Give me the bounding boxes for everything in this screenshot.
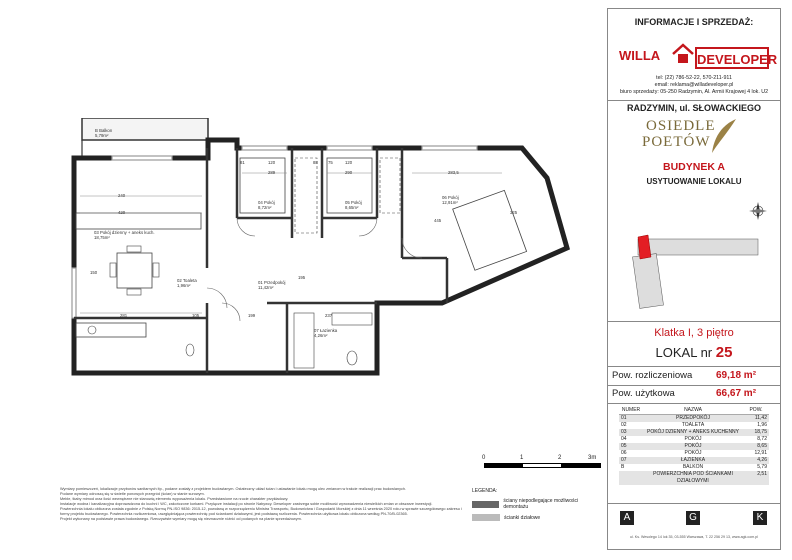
- dim-199: 199: [248, 313, 256, 318]
- table-row: POWIERZCHNIA POD ŚCIANKAMI DZIAŁOWYMI 2,51: [619, 471, 769, 485]
- stair-floor: Klatka I, 3 piętro: [654, 327, 734, 339]
- dim-445: 445: [434, 218, 442, 223]
- table-row: 04 POKÓJ 8,72: [621, 436, 767, 442]
- architect-address: ul. Ks. Wesolego 14 lok 35, 03-555 Warszawa, T. 22 256 29 13, www.agk.com.pl: [630, 535, 758, 539]
- building-label: BUDYNEK A: [662, 161, 726, 173]
- dim-283: 283,5: [448, 170, 459, 175]
- dim-290: 290: [345, 170, 353, 175]
- house-icon: [671, 42, 695, 66]
- dim-195: 195: [298, 275, 306, 280]
- dim-105: 105: [192, 313, 200, 318]
- room-label-07: 07 Łazienka 4,26m²: [314, 328, 338, 338]
- room-label-01: 01 Przedpokój 11,42m²: [258, 280, 286, 290]
- table-row: 03 POKÓJ DZIENNY + ANEKS KUCHENNY 18,75: [621, 429, 767, 435]
- estate-logo: OSIEDLE POETÓW: [608, 115, 780, 159]
- room-label-05: 05 Pokój 8,65m²: [345, 200, 362, 210]
- table-row: B BALKON 5,79: [621, 464, 767, 470]
- dim-120b: 120: [345, 160, 353, 165]
- dim-281: 281: [120, 313, 128, 318]
- dim-325: 325: [510, 210, 518, 215]
- interior-walls: [74, 148, 447, 373]
- location-label: USYTUOWANIE LOKALU: [646, 177, 742, 186]
- bed-room-06: [453, 190, 527, 270]
- info-panel: [607, 8, 781, 550]
- address: RADZYMIN, ul. SŁOWACKIEGO: [627, 103, 761, 113]
- room-label-living: 03 Pokój dzienny + aneks kuch. 18,75m²: [94, 230, 155, 240]
- table-row: 06 POKÓJ 12,91: [621, 450, 767, 456]
- legend-swatch-load-walls: [472, 501, 499, 508]
- dim-237: 237: [325, 313, 333, 318]
- site-location-map: [616, 189, 772, 319]
- dining-table: [117, 253, 152, 288]
- dim-75: 75: [328, 160, 333, 165]
- table-row: 01 PRZEDPOKÓJ 11,42: [621, 415, 767, 421]
- dim-81: 81: [240, 160, 245, 165]
- floor-plan: [62, 118, 582, 388]
- info-title: INFORMACJE I SPRZEDAŻ:: [634, 17, 754, 27]
- dim-289: 289: [268, 170, 276, 175]
- unit-location-marker: [638, 235, 651, 259]
- calc-area-row: Pow. rozliczeniowa 69,18 m²: [608, 366, 780, 386]
- usable-area-row: Pow. użytkowa 66,67 m²: [608, 385, 780, 404]
- room-label-04: 04 Pokój 8,72m²: [258, 200, 275, 210]
- contact-info: tel: (22) 786-52-22, 570-211-911 email: reklama@willadeveloper.pl biuro sprzedaży: 05-250 Radzymin, Al. Armii Krajowej 4 lok. U2: [619, 75, 769, 95]
- outer-wall: [74, 140, 567, 373]
- quill-icon: [708, 117, 738, 155]
- table-row: 07 ŁAZIENKA 4,26: [621, 457, 767, 463]
- room-label-02: 02 Toaleta 1,96m²: [177, 278, 197, 288]
- developer-logo: WILLA DEVELOPER: [619, 42, 769, 75]
- dim-88: 88: [313, 160, 318, 165]
- legend: LEGENDA: ściany niepodlegające możliwości demontażu ścianki działowe: [472, 488, 579, 521]
- dim-120a: 120: [268, 160, 276, 165]
- dim-420: 420: [118, 210, 126, 215]
- scale-bar: 0 1 2 3m: [484, 455, 599, 479]
- room-label-balcony: B Balkon 5,79m²: [95, 128, 113, 138]
- compass-icon: [749, 202, 767, 220]
- architect-logo: A G K: [608, 511, 780, 531]
- disclaimer-notes: Wymiary pomieszczeń, lokalizacje przyborów sanitarnych itp., podane zostały z projektem budowlanym. Ostateczny układ ścian i ustawianie lokalu mogą ulec zmianom w trakcie realizacji prac budowlanych. Podane wymiary odnoszą się w świetle ponowych przegród (ścian) w stanie surowym. Meble, tkaby mimod oraz ilość wewnętrzne nie stanowią elementu wyposażenia lokalu. Przedstawione na rzucie charakter przykładowy. Instalacje wodna i kanalizacyjna doprowadzona do kuchni i WC, zakończone korkami. Przyłącze instalacji po stronie Nabywcy. Deweloper zastrzega sobie możliwość wprowadzenia niewielkich zmian w obszarze inwestycji. Powierzchnia lokalu obliczona została zgodnie z Polską Normą PN-ISO 9836: 2015-12, powołaną w rozporządzeniu Ministra Transportu, Budownictwa i Gospodarki Morskiej z dnia 11 września 2020 roku w sprawie szczegółowego zakresu i formy projektu budowlanego. Powierzchnia rozliczeniowa, uwzględniająca powierzchnię pod ściankami działowymi, jest podstawą rozliczenia. Powierzchnia użytkowa lokalu obliczona według PN-70/B-02365. Projekt wykonany na podstawie prawa budowlanego. Rzeczywiste wymiary mogą się nieznacznie różnić od podanych na planie sprzedażowym.: [60, 487, 462, 521]
- table-row: 05 POKÓJ 8,65: [621, 443, 767, 449]
- dim-240: 240: [118, 193, 126, 198]
- unit-number: LOKAL nr 25: [655, 344, 733, 361]
- dim-150: 150: [90, 270, 98, 275]
- room-label-06: 06 Pokój 12,91m²: [442, 195, 459, 205]
- table-row: 02 TOALETA 1,96: [621, 422, 767, 428]
- legend-swatch-partitions: [472, 514, 500, 521]
- rooms-table: NUMER NAZWA POW. 01 PRZEDPOKÓJ 11,42 02 TOALETA 1,96 03 POKÓJ DZIENNY + ANEKS KUCHENNY 18,75 04 POKÓJ 8,72 05 POKÓJ 8,65 06 POKÓJ 12,91 07 ŁAZIENKA 4,26 B BALKON 5,79 POWIERZCHNIA POD ŚCIANKAMI DZIAŁOWYMI 2,51: [621, 407, 767, 484]
